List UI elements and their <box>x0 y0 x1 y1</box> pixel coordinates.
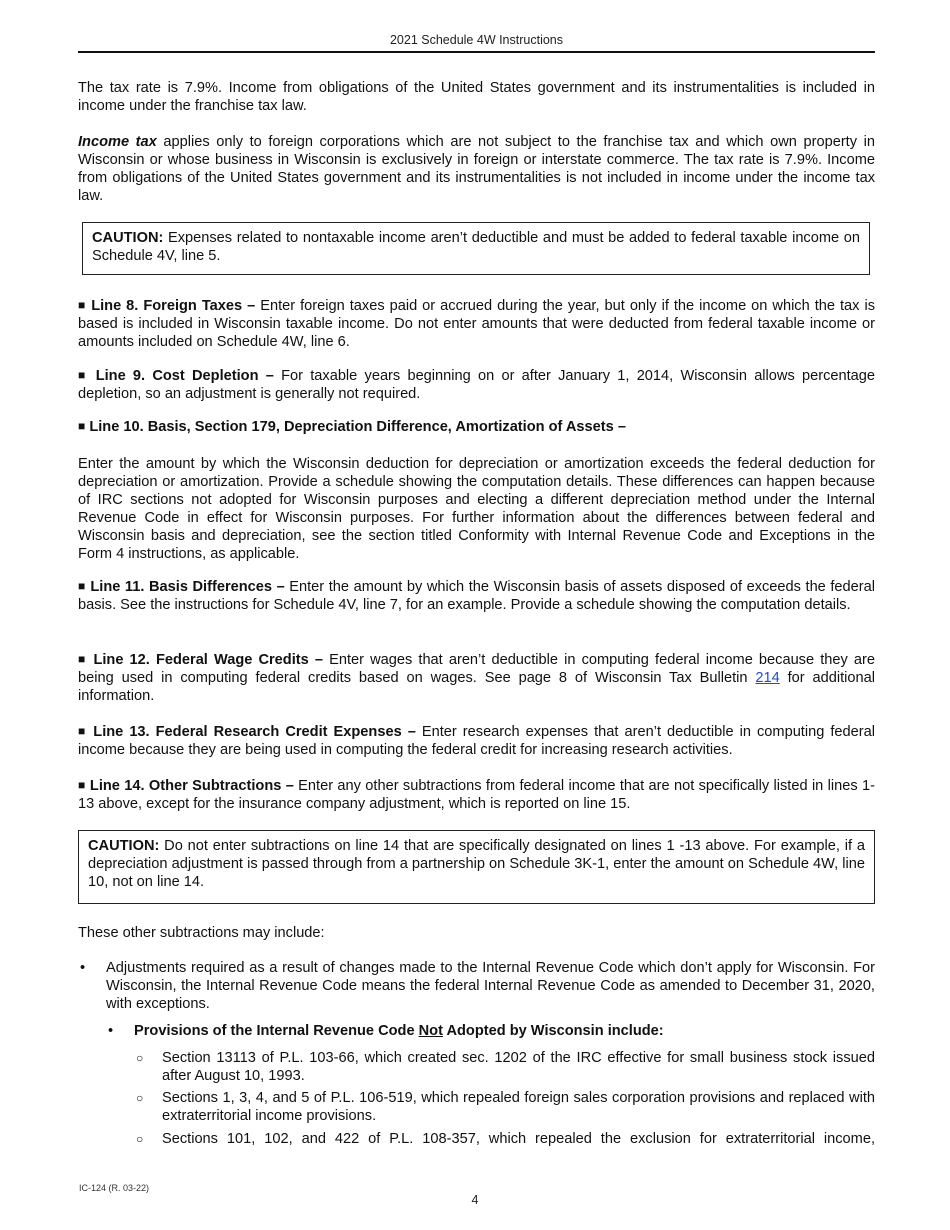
bullet-circle-icon: ○ <box>136 1091 144 1105</box>
list-item-not-adopted-heading: • Provisions of the Internal Revenue Code Not Adopted by Wisconsin include: <box>108 1023 664 1039</box>
square-bullet-icon: ■ <box>78 778 86 792</box>
tax-bulletin-214-link[interactable]: 214 <box>755 670 780 686</box>
bullet-dot-icon: • <box>108 1023 114 1039</box>
caution-label: CAUTION: <box>92 230 164 246</box>
list-item-pl-108-357: ○ Sections 101, 102, and 422 of P.L. 108-357, which repealed the exclusion for extraterritorial income, <box>136 1131 875 1147</box>
subtractions-intro: These other subtractions may include: <box>78 925 325 941</box>
line-10-heading: ■ Line 10. Basis, Section 179, Depreciation Difference, Amortization of Assets – <box>78 419 626 435</box>
line-10-body: Enter the amount by which the Wisconsin deduction for depreciation or amortization exceeds the federal deduction for depreciation or amortization. Provide a schedule showing the computation details. These differences can happen because of IRC sections not adopted for Wisconsin purposes and electing a different depreciation method under the Internal Revenue Code in effect for Wisconsin purposes. For further information about the differences between federal and Wisconsin basis and depreciation, see the section titled Conformity with Internal Revenue Code and Exceptions in the Form 4 instructions, as applicable. <box>78 456 875 562</box>
paragraph-franchise-tax-rate: The tax rate is 7.9%. Income from obligations of the United States government and its instrumentalities is included in income under the franchise tax law. <box>78 80 875 114</box>
header-divider <box>78 51 875 53</box>
page-header: 2021 Schedule 4W Instructions <box>389 33 564 47</box>
square-bullet-icon: ■ <box>78 419 86 433</box>
line-11-basis-differences: ■ Line 11. Basis Differences – Enter the amount by which the Wisconsin basis of assets disposed of exceeds the federal basis. See the instructions for Schedule 4V, line 7, for an example. Provide a schedule showing the computation details. <box>78 579 875 613</box>
square-bullet-icon: ■ <box>78 724 88 738</box>
line-12-federal-wage-credits: ■ Line 12. Federal Wage Credits – Enter wages that aren’t deductible in computing federal income because they are being used in computing federal credits based on wages. See page 8 of Wisconsin Tax Bulletin 214 for additional information. <box>78 652 875 704</box>
bullet-dot-icon: • <box>80 960 86 976</box>
square-bullet-icon: ■ <box>78 652 88 666</box>
list-item-irc-adjustments: • Adjustments required as a result of changes made to the Internal Revenue Code which don’t apply for Wisconsin. For Wisconsin, the Internal Revenue Code means the federal Internal Revenue Code as amended to December 31, 2020, with exceptions. <box>80 960 875 1012</box>
form-code: IC-124 (R. 03-22) <box>79 1183 150 1193</box>
line-13-research-credit: ■ Line 13. Federal Research Credit Expenses – Enter research expenses that aren’t deductible in computing federal income because they are being used in computing the federal credit for increasing research activities. <box>78 724 875 758</box>
line-8-foreign-taxes: ■ Line 8. Foreign Taxes – Enter foreign taxes paid or accrued during the year, but only if the income on which the tax is based is included in Wisconsin taxable income. Do not enter amounts that were deducted from federal taxable income or amounts included on Schedule 4W, line 6. <box>78 298 875 350</box>
square-bullet-icon: ■ <box>78 298 87 312</box>
line-9-cost-depletion: ■ Line 9. Cost Depletion – For taxable years beginning on or after January 1, 2014, Wisconsin allows percentage depletion, so an adjustment is generally not required. <box>78 368 876 402</box>
bullet-circle-icon: ○ <box>136 1051 144 1065</box>
paragraph-income-tax: Income tax applies only to foreign corporations which are not subject to the franchise tax and which own property in Wisconsin or whose business in Wisconsin is exclusively in foreign or interstate commerce. The tax rate is 7.9%. Income from obligations of the United States government and its instrumentalities is not included in income under the income tax law. <box>78 134 875 204</box>
list-item-pl-106-519: ○ Sections 1, 3, 4, and 5 of P.L. 106-519, which repealed foreign sales corporation provisions and replaced with extraterritorial income provisions. <box>136 1090 875 1124</box>
bullet-circle-icon: ○ <box>136 1132 144 1146</box>
caution-label: CAUTION: <box>88 838 160 854</box>
caution-box-line-14: CAUTION: Do not enter subtractions on line 14 that are specifically designated on lines 1 -13 above. For example, if a depreciation adjustment is passed through from a partnership on Schedule 3K-1, enter the amount on Schedule 4W, line 10, not on line 14. <box>78 830 875 904</box>
caution-box-nontaxable-income: CAUTION: Expenses related to nontaxable income aren’t deductible and must be added to federal taxable income on Schedule 4V, line 5. <box>82 222 870 275</box>
income-tax-lead: Income tax <box>78 134 157 150</box>
list-item-section-13113: ○ Section 13113 of P.L. 103-66, which created sec. 1202 of the IRC effective for small business stock issued after August 10, 1993. <box>136 1050 875 1084</box>
square-bullet-icon: ■ <box>78 579 86 593</box>
page-number: 4 <box>471 1193 479 1207</box>
square-bullet-icon: ■ <box>78 368 89 382</box>
line-14-other-subtractions: ■ Line 14. Other Subtractions – Enter any other subtractions from federal income that are not specifically listed in lines 1-13 above, except for the insurance company adjustment, which is reported on line 15. <box>78 778 875 812</box>
